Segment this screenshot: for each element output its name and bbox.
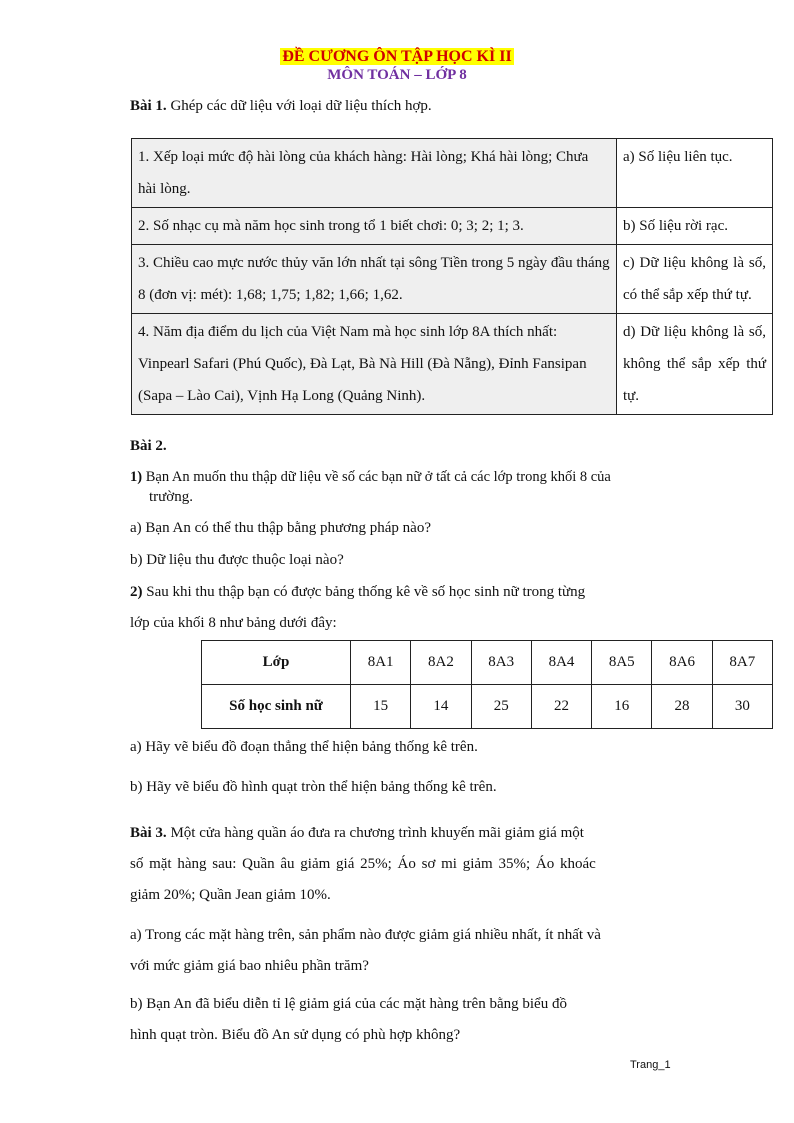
bai2-q2: 2) Sau khi thu thập bạn có được bảng thống kê về số học sinh nữ trong từng — [130, 584, 586, 600]
table-row — [132, 245, 773, 314]
value-cell: 16 — [592, 685, 652, 729]
value-cell: 25 — [471, 685, 531, 729]
bai2-q1-cont: trường. — [149, 489, 193, 505]
data-description: 2. Số nhạc cụ mà năm học sinh trong tổ 1 biết chơi: 0; 3; 2; 1; 3. — [132, 208, 617, 245]
table-row — [132, 314, 773, 415]
value-cell: 15 — [351, 685, 411, 729]
table-row — [202, 685, 773, 729]
data-description: 4. Năm địa điểm du lịch của Việt Nam mà học sinh lớp 8A thích nhất: Vinpearl Safari (Phú Quốc), Đà Lạt, Bà Nà Hill (Đà Nẵng), Đỉnh Fansipan (Sapa – Lào Cai), Vịnh Hạ Long (Quảng Ninh). — [132, 314, 617, 415]
bai2-q2a: a) Hãy vẽ biểu đồ đoạn thẳng thể hiện bảng thống kê trên. — [130, 739, 478, 755]
class-cell: 8A2 — [411, 641, 471, 685]
table-row — [202, 641, 773, 685]
document-title: ĐỀ CƯƠNG ÔN TẬP HỌC KÌ II — [282, 48, 512, 65]
value-cell: 22 — [531, 685, 591, 729]
class-cell: 8A6 — [652, 641, 712, 685]
data-type: b) Số liệu rời rạc. — [617, 208, 773, 245]
bai2-q2-cont: lớp của khối 8 như bảng dưới đây: — [130, 615, 337, 631]
bai3-qa-cont: với mức giảm giá bao nhiêu phần trăm? — [130, 958, 369, 974]
bai2-q1: 1) Bạn An muốn thu thập dữ liệu về số các bạn nữ ở tất cả các lớp trong khối 8 của — [130, 469, 611, 485]
statistics-table — [201, 640, 773, 729]
bai3-qb-cont: hình quạt tròn. Biểu đồ An sử dụng có phù hợp không? — [130, 1027, 461, 1043]
table-row — [132, 139, 773, 208]
document-subtitle: MÔN TOÁN – LỚP 8 — [327, 67, 467, 83]
bai3-qb: b) Bạn An đã biểu diễn tỉ lệ giảm giá của các mặt hàng trên bằng biểu đồ — [130, 996, 567, 1012]
data-type: d) Dữ liệu không là số, không thể sắp xếp thứ tự. — [617, 314, 773, 415]
bai2-q1a: a) Bạn An có thể thu thập bằng phương pháp nào? — [130, 520, 431, 536]
bai2-q2b: b) Hãy vẽ biểu đồ hình quạt tròn thể hiện bảng thống kê trên. — [130, 779, 497, 795]
value-cell: 14 — [411, 685, 471, 729]
matching-table — [131, 138, 773, 415]
table-row — [132, 208, 773, 245]
bai2-heading: Bài 2. — [130, 438, 167, 454]
class-cell: 8A3 — [471, 641, 531, 685]
bai2-q1b: b) Dữ liệu thu được thuộc loại nào? — [130, 552, 344, 568]
class-cell: 8A7 — [712, 641, 772, 685]
bai3-qa: a) Trong các mặt hàng trên, sản phẩm nào được giảm giá nhiều nhất, ít nhất và — [130, 927, 601, 943]
bai3-line1: Bài 3. Một cửa hàng quần áo đưa ra chương trình khuyến mãi giảm giá một — [130, 825, 584, 841]
value-cell: 28 — [652, 685, 712, 729]
class-cell: 8A4 — [531, 641, 591, 685]
column-header: Lớp — [202, 641, 351, 685]
data-description: 3. Chiều cao mực nước thủy văn lớn nhất tại sông Tiền trong 5 ngày đầu tháng 8 (đơn vị: mét): 1,68; 1,75; 1,82; 1,66; 1,62. — [132, 245, 617, 314]
row-header: Số học sinh nữ — [202, 685, 351, 729]
page-number: Trang_1 — [630, 1059, 671, 1071]
class-cell: 8A1 — [351, 641, 411, 685]
data-description: 1. Xếp loại mức độ hài lòng của khách hàng: Hài lòng; Khá hài lòng; Chưa hài lòng. — [132, 139, 617, 208]
data-type: a) Số liệu liên tục. — [617, 139, 773, 208]
data-type: c) Dữ liệu không là số, có thể sắp xếp thứ tự. — [617, 245, 773, 314]
bai3-line2: số mặt hàng sau: Quần âu giảm giá 25%; Áo sơ mi giảm 35%; Áo khoác — [130, 856, 596, 872]
value-cell: 30 — [712, 685, 772, 729]
bai1-heading: Bài 1. Ghép các dữ liệu với loại dữ liệu thích hợp. — [130, 98, 432, 114]
bai3-line3: giảm 20%; Quần Jean giảm 10%. — [130, 887, 331, 903]
class-cell: 8A5 — [592, 641, 652, 685]
